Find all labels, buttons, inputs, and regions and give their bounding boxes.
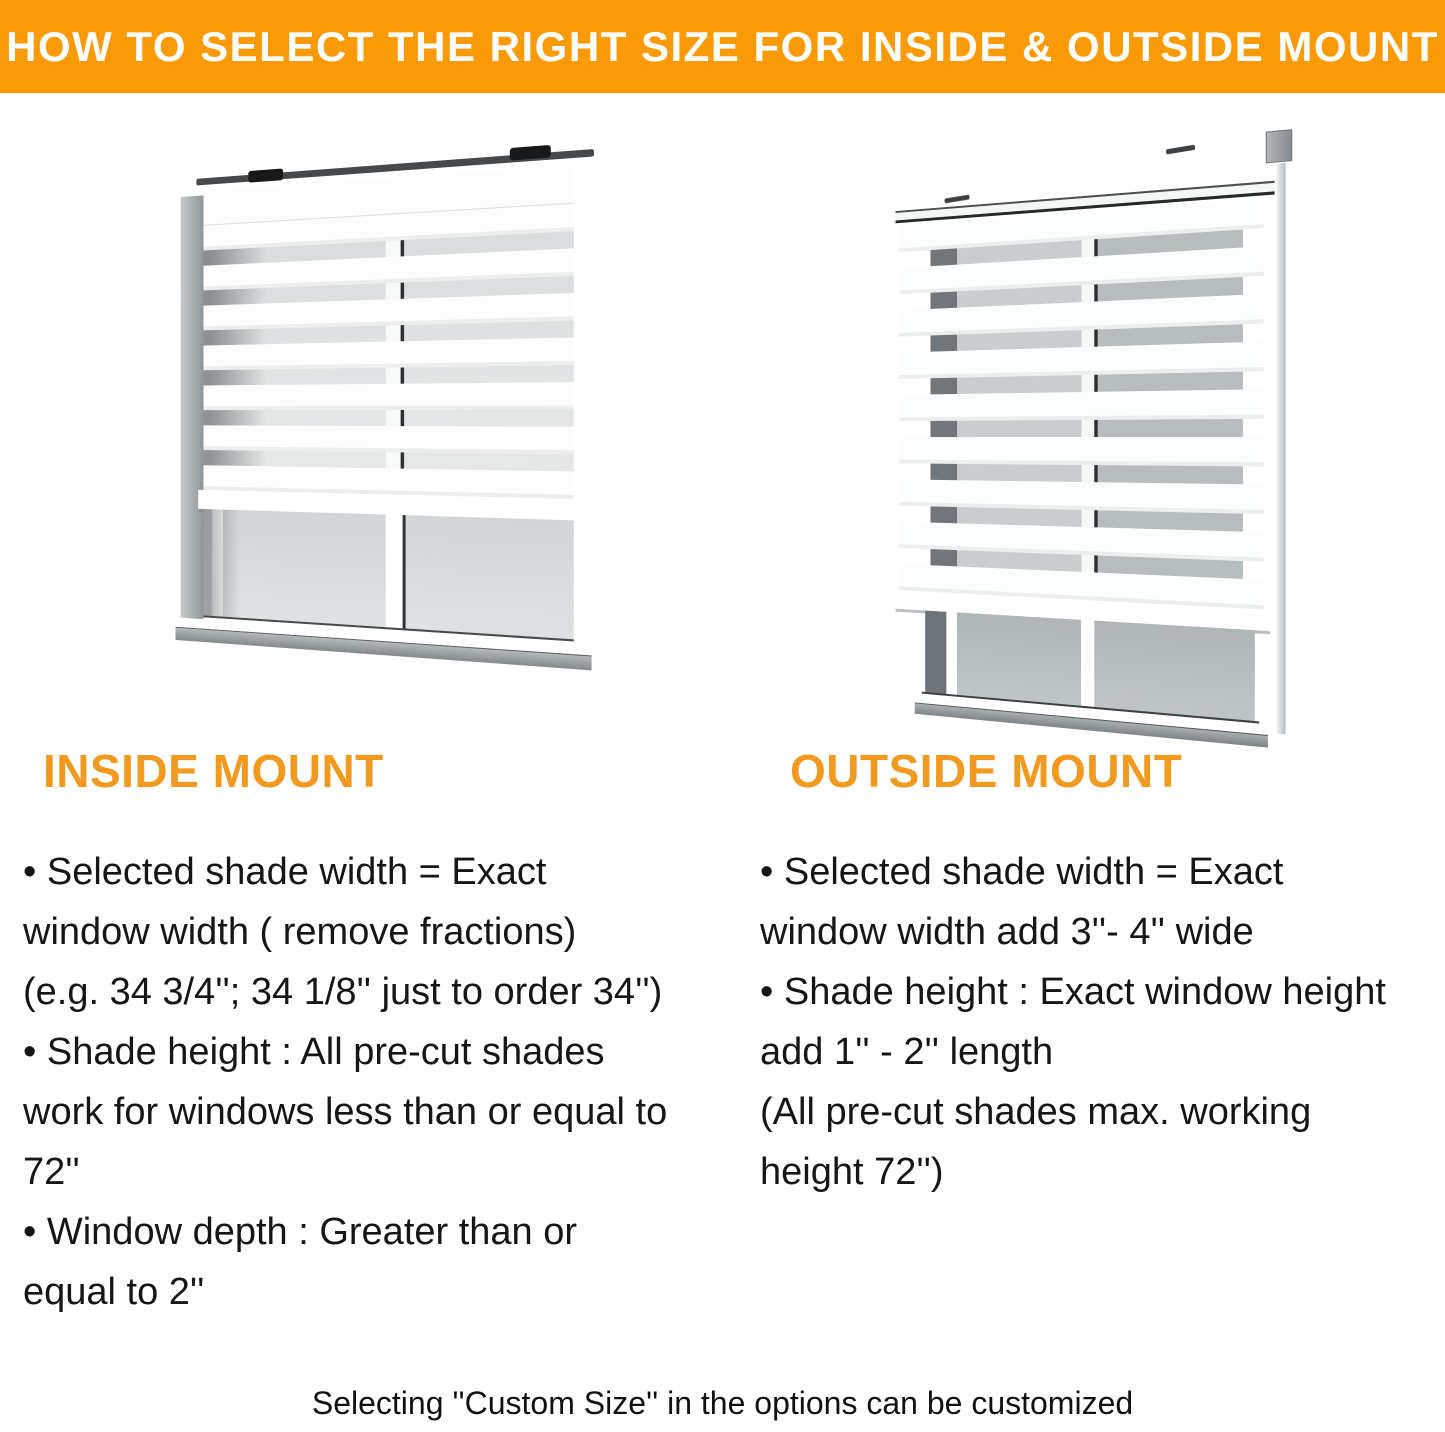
wall-mark-icon [944,195,969,204]
bullet-line: 72'' [23,1151,80,1193]
bullet-line: height 72'') [760,1151,944,1193]
bullet-line: • Shade height : Exact window height [760,971,1386,1013]
banner-title: HOW TO SELECT THE RIGHT SIZE FOR INSIDE & OUTSIDE MOUNT [6,22,1439,70]
window-jamb [181,195,204,619]
inside-mount-heading: INSIDE MOUNT [43,745,384,797]
outside-mount-heading: OUTSIDE MOUNT [790,745,1183,797]
mount-bracket-icon [1266,129,1292,163]
bullet-line: (e.g. 34 3/4''; 34 1/8'' just to order 34'') [23,971,663,1013]
mount-clip-icon [248,168,283,182]
bullet-line: add 1'' - 2'' length [760,1031,1054,1073]
bullet-line: • Window depth : Greater than or [23,1211,578,1253]
custom-size-note [0,1378,1445,1428]
outside-window-scene [896,125,1299,753]
bullet-line: window width add 3''- 4'' wide [760,911,1254,953]
zebra-shade [899,199,1263,610]
zebra-stripes [203,204,573,499]
bullet-line: work for windows less than or equal to [23,1091,668,1133]
outside-mount-section [760,744,1410,1202]
inside-window-scene [181,142,579,685]
inside-mount-window-illustration [165,158,570,668]
bullet-line: • Shade height : All pre-cut shades [23,1031,605,1073]
outside-mount-window-illustration [878,146,1290,732]
zebra-shade [203,204,573,499]
bullet-line: • Selected shade width = Exact [760,851,1284,893]
wall-mark-icon [1166,145,1195,155]
zebra-stripes [899,199,1263,610]
custom-size-note-text: Selecting ''Custom Size'' in the options can be customized [311,1385,1134,1421]
title-banner [0,0,1445,93]
bullet-line: window width ( remove fractions) [23,911,577,953]
bullet-line: equal to 2'' [23,1271,205,1313]
inside-mount-section [23,744,728,1322]
bullet-line: • Selected shade width = Exact [23,851,547,893]
side-channel [1277,163,1286,735]
bullet-line: (All pre-cut shades max. working [760,1091,1312,1133]
